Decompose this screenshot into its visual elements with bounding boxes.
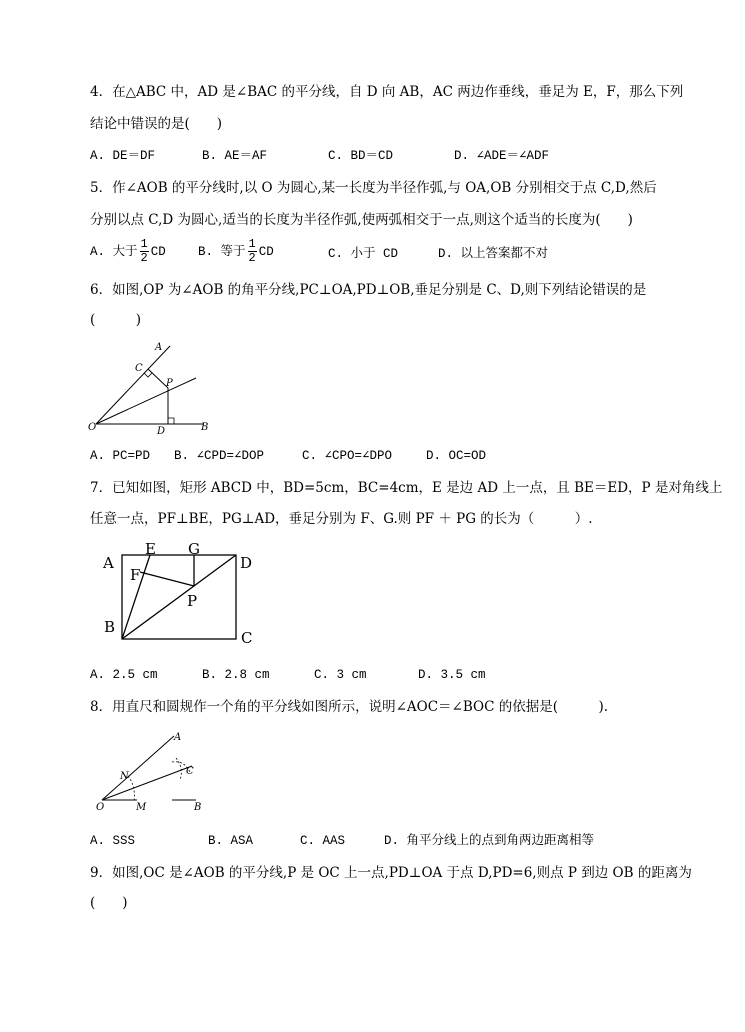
label-d: D xyxy=(240,554,253,572)
label-a: A xyxy=(155,342,163,353)
q5-option-b-prefix: B. 等于 xyxy=(198,244,246,259)
q7-rectangle-figure xyxy=(100,542,260,647)
arc-from-n xyxy=(176,758,181,780)
q9-stem-line2: ( ) xyxy=(90,895,128,911)
fraction-denominator: 2 xyxy=(140,251,148,265)
label-p: P xyxy=(187,592,198,610)
label-f: F xyxy=(130,566,141,584)
q6-stem-line1: 6．如图,OP 为∠AOB 的角平分线,PC⊥OA,PD⊥OB,垂足分别是 C、D,则下列结论错误的是 xyxy=(90,282,647,298)
q8-option-c: C. AAS xyxy=(300,834,346,848)
q6-option-d: D. OC=OD xyxy=(426,449,487,463)
q4-option-d: D. ∠ADE＝∠ADF xyxy=(454,149,550,163)
q5-option-d: D. 以上答案都不对 xyxy=(438,247,549,261)
q7-option-a: A. 2.5 cm xyxy=(90,668,158,682)
label-c: C xyxy=(135,363,143,374)
label-b: B xyxy=(194,802,202,813)
q5-stem-line2: 分别以点 C,D 为圆心,适当的长度为半径作弧,使两弧相交于一点,则这个适当的长度为( ) xyxy=(90,212,633,228)
q5-option-b-suffix: CD xyxy=(258,244,274,259)
segment-pc xyxy=(148,369,168,388)
q5-option-a xyxy=(90,238,166,265)
fraction-numerator: 1 xyxy=(248,237,256,251)
q6-option-c: C. ∠CPO=∠DPO xyxy=(302,449,393,463)
label-g: G xyxy=(188,540,200,558)
fraction-one-half xyxy=(248,238,257,265)
q5-option-c-prefix: C. 小于 xyxy=(328,247,376,261)
label-c: C xyxy=(241,629,253,647)
label-p: P xyxy=(166,378,173,389)
label-o: O xyxy=(96,802,105,813)
fraction-numerator: 1 xyxy=(140,237,148,251)
label-m: M xyxy=(136,802,147,813)
q7-option-d: D. 3.5 cm xyxy=(418,668,486,682)
q4-stem-line2: 结论中错误的是( ) xyxy=(90,116,223,132)
label-d: D xyxy=(157,426,166,437)
ray-oa xyxy=(102,736,174,800)
q8-option-a: A. SSS xyxy=(90,834,136,848)
q5-option-c xyxy=(328,245,398,263)
q4-option-b: B. AE＝AF xyxy=(202,149,268,163)
right-angle-mark-c xyxy=(144,373,152,377)
ray-oa xyxy=(96,346,170,424)
label-a: A xyxy=(103,554,114,572)
q6-stem-line2: ( ) xyxy=(90,312,142,328)
ray-oc xyxy=(102,766,192,800)
right-angle-mark-d xyxy=(168,418,174,424)
q5-option-a-suffix: CD xyxy=(150,244,166,259)
label-c: C xyxy=(186,766,194,777)
q4-option-a: A. DE＝DF xyxy=(90,149,156,163)
fraction-denominator: 2 xyxy=(248,251,256,265)
q8-option-d: D. 角平分线上的点到角两边距离相等 xyxy=(384,834,595,848)
label-o: O xyxy=(88,422,97,433)
q6-option-b: B. ∠CPD=∠DOP xyxy=(174,449,265,463)
ray-op xyxy=(96,378,196,424)
q5-stem-line1: 5．作∠AOB 的平分线时,以 O 为圆心,某一长度为半径作弧,与 OA,OB 分别相交于点 C,D,然后 xyxy=(90,180,657,196)
label-b: B xyxy=(104,618,116,636)
q5-option-a-prefix: A. 大于 xyxy=(90,244,138,259)
q4-stem-line1: 4．在△ABC 中，AD 是∠BAC 的平分线，自 D 向 AB，AC 两边作垂线，垂足为 E，F，那么下列 xyxy=(90,84,684,100)
q7-stem-line1: 7．已知如图，矩形 ABCD 中，BD=5cm，BC=4cm，E 是边 AD 上一点，且 BE＝ED，P 是对角线上 xyxy=(90,480,723,496)
segment-pf xyxy=(140,572,194,586)
label-e: E xyxy=(145,540,156,558)
q8-stem-line1: 8．用直尺和圆规作一个角的平分线如图所示，说明∠AOC＝∠BOC 的依据是( ). xyxy=(90,699,609,715)
fraction-one-half xyxy=(140,238,149,265)
q6-option-a: A. PC=PD xyxy=(90,449,151,463)
q8-option-b: B. ASA xyxy=(208,834,254,848)
q8-compass-construction-figure xyxy=(92,728,217,818)
q5-option-c-suffix: CD xyxy=(383,247,399,261)
label-b: B xyxy=(201,422,209,433)
label-a: A xyxy=(174,732,182,743)
q9-stem-line1: 9．如图,OC 是∠AOB 的平分线,P 是 OC 上一点,PD⊥OA 于点 D,PD=6,则点 P 到边 OB 的距离为 xyxy=(90,865,692,881)
q5-option-b xyxy=(198,238,274,265)
q4-option-c: C. BD＝CD xyxy=(328,149,394,163)
q7-stem-line2: 任意一点，PF⊥BE，PG⊥AD，垂足分别为 F、G.则 PF ＋ PG 的长为（ ）. xyxy=(90,511,593,527)
q7-option-c: C. 3 cm xyxy=(314,668,367,682)
q6-angle-bisector-figure xyxy=(88,340,218,435)
label-n: N xyxy=(120,771,129,782)
q7-option-b: B. 2.8 cm xyxy=(202,668,270,682)
